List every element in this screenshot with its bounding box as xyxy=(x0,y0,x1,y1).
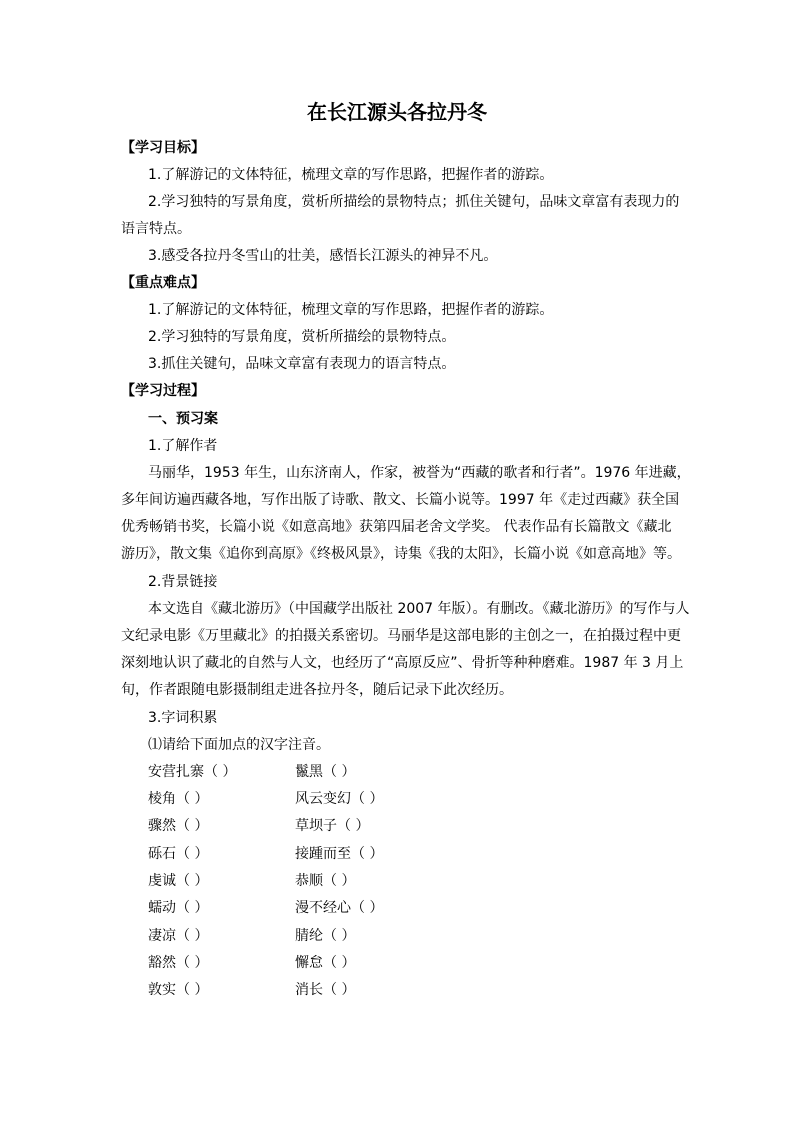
vocab-item: 安营扎寨（ ） xyxy=(148,764,237,780)
keypoint-item: 1.了解游记的文体特征，梳理文章的写作思路，把握作者的游踪。 xyxy=(148,302,554,318)
keypoints-heading: 【重点难点】 xyxy=(121,275,205,291)
vocab-item: 豁然（ ） xyxy=(148,955,209,971)
keypoint-item: 2.学习独特的写景角度，赏析所描绘的景物特点。 xyxy=(148,329,456,345)
author-paragraph-line: 优秀畅销书奖，长篇小说《如意高地》获第四届老舍文学奖。 代表作品有长篇散文《藏北 xyxy=(121,519,672,535)
vocab-item: 腈纶（ ） xyxy=(295,928,356,944)
author-paragraph-line: 游历》，散文集《追你到高原》《终极风景》，诗集《我的太阳》，长篇小说《如意高地》等。 xyxy=(121,546,681,562)
author-paragraph-line: 多年间访遍西藏各地，写作出版了诗歌、散文、长篇小说等。1997 年《走过西藏》获全国 xyxy=(121,492,680,508)
vocab-item: 草坝子（ ） xyxy=(295,818,370,834)
vocab-item: 虔诚（ ） xyxy=(148,873,209,889)
vocab-item: 棱角（ ） xyxy=(148,791,209,807)
background-paragraph-line: 旬，作者跟随电影摄制组走进各拉丹冬，随后记录下此次经历。 xyxy=(121,682,513,698)
vocab-item: 敦实（ ） xyxy=(148,982,209,998)
vocab-item: 懈怠（ ） xyxy=(295,955,356,971)
goal-item: 3.感受各拉丹冬雪山的壮美，感悟长江源头的神异不凡。 xyxy=(148,248,498,264)
background-paragraph-line: 深刻地认识了藏北的自然与人文，也经历了“高原反应”、骨折等种种磨难。1987 年 3 月上 xyxy=(121,655,684,671)
keypoint-item: 3.抓住关键句，品味文章富有表现力的语言特点。 xyxy=(148,356,456,372)
vocab-item: 鬣黑（ ） xyxy=(295,764,356,780)
page-title: 在长江源头各拉丹冬 xyxy=(307,100,487,124)
goals-heading: 【学习目标】 xyxy=(121,140,205,156)
vocab-item: 蠕动（ ） xyxy=(148,900,209,916)
goal-item-continuation: 语言特点。 xyxy=(121,221,191,237)
background-paragraph-line: 文纪录电影《万里藏北》的拍摄关系密切。马丽华是这部电影的主创之一，在拍摄过程中更 xyxy=(121,628,681,644)
vocab-item: 消长（ ） xyxy=(295,982,356,998)
background-paragraph-line: 本文选自《藏北游历》（中国藏学出版社 2007 年版）。有删改。《藏北游历》的写作与人 xyxy=(148,601,690,617)
vocab-instruction: ⑴请给下面加点的汉字注音。 xyxy=(148,737,330,753)
vocab-item: 风云变幻（ ） xyxy=(295,791,384,807)
vocab-item: 漫不经心（ ） xyxy=(295,900,384,916)
process-heading: 【学习过程】 xyxy=(121,383,205,399)
goal-item: 2.学习独特的写景角度，赏析所描绘的景物特点；抓住关键句，品味文章富有表现力的 xyxy=(148,194,680,210)
author-paragraph-line: 马丽华，1953 年生，山东济南人，作家，被誉为“西藏的歌者和行者”。1976 年进藏， xyxy=(148,465,691,481)
author-subheading: 1.了解作者 xyxy=(148,438,218,454)
background-subheading: 2.背景链接 xyxy=(148,574,218,590)
vocab-item: 接踵而至（ ） xyxy=(295,846,384,862)
vocab-subheading: 3.字词积累 xyxy=(148,710,218,726)
vocab-item: 骤然（ ） xyxy=(148,818,209,834)
vocab-item: 恭顺（ ） xyxy=(295,873,356,889)
section-heading-preview: 一、预习案 xyxy=(148,411,218,427)
vocab-item: 砾石（ ） xyxy=(148,846,209,862)
vocab-item: 凄凉（ ） xyxy=(148,928,209,944)
goal-item: 1.了解游记的文体特征，梳理文章的写作思路，把握作者的游踪。 xyxy=(148,167,554,183)
